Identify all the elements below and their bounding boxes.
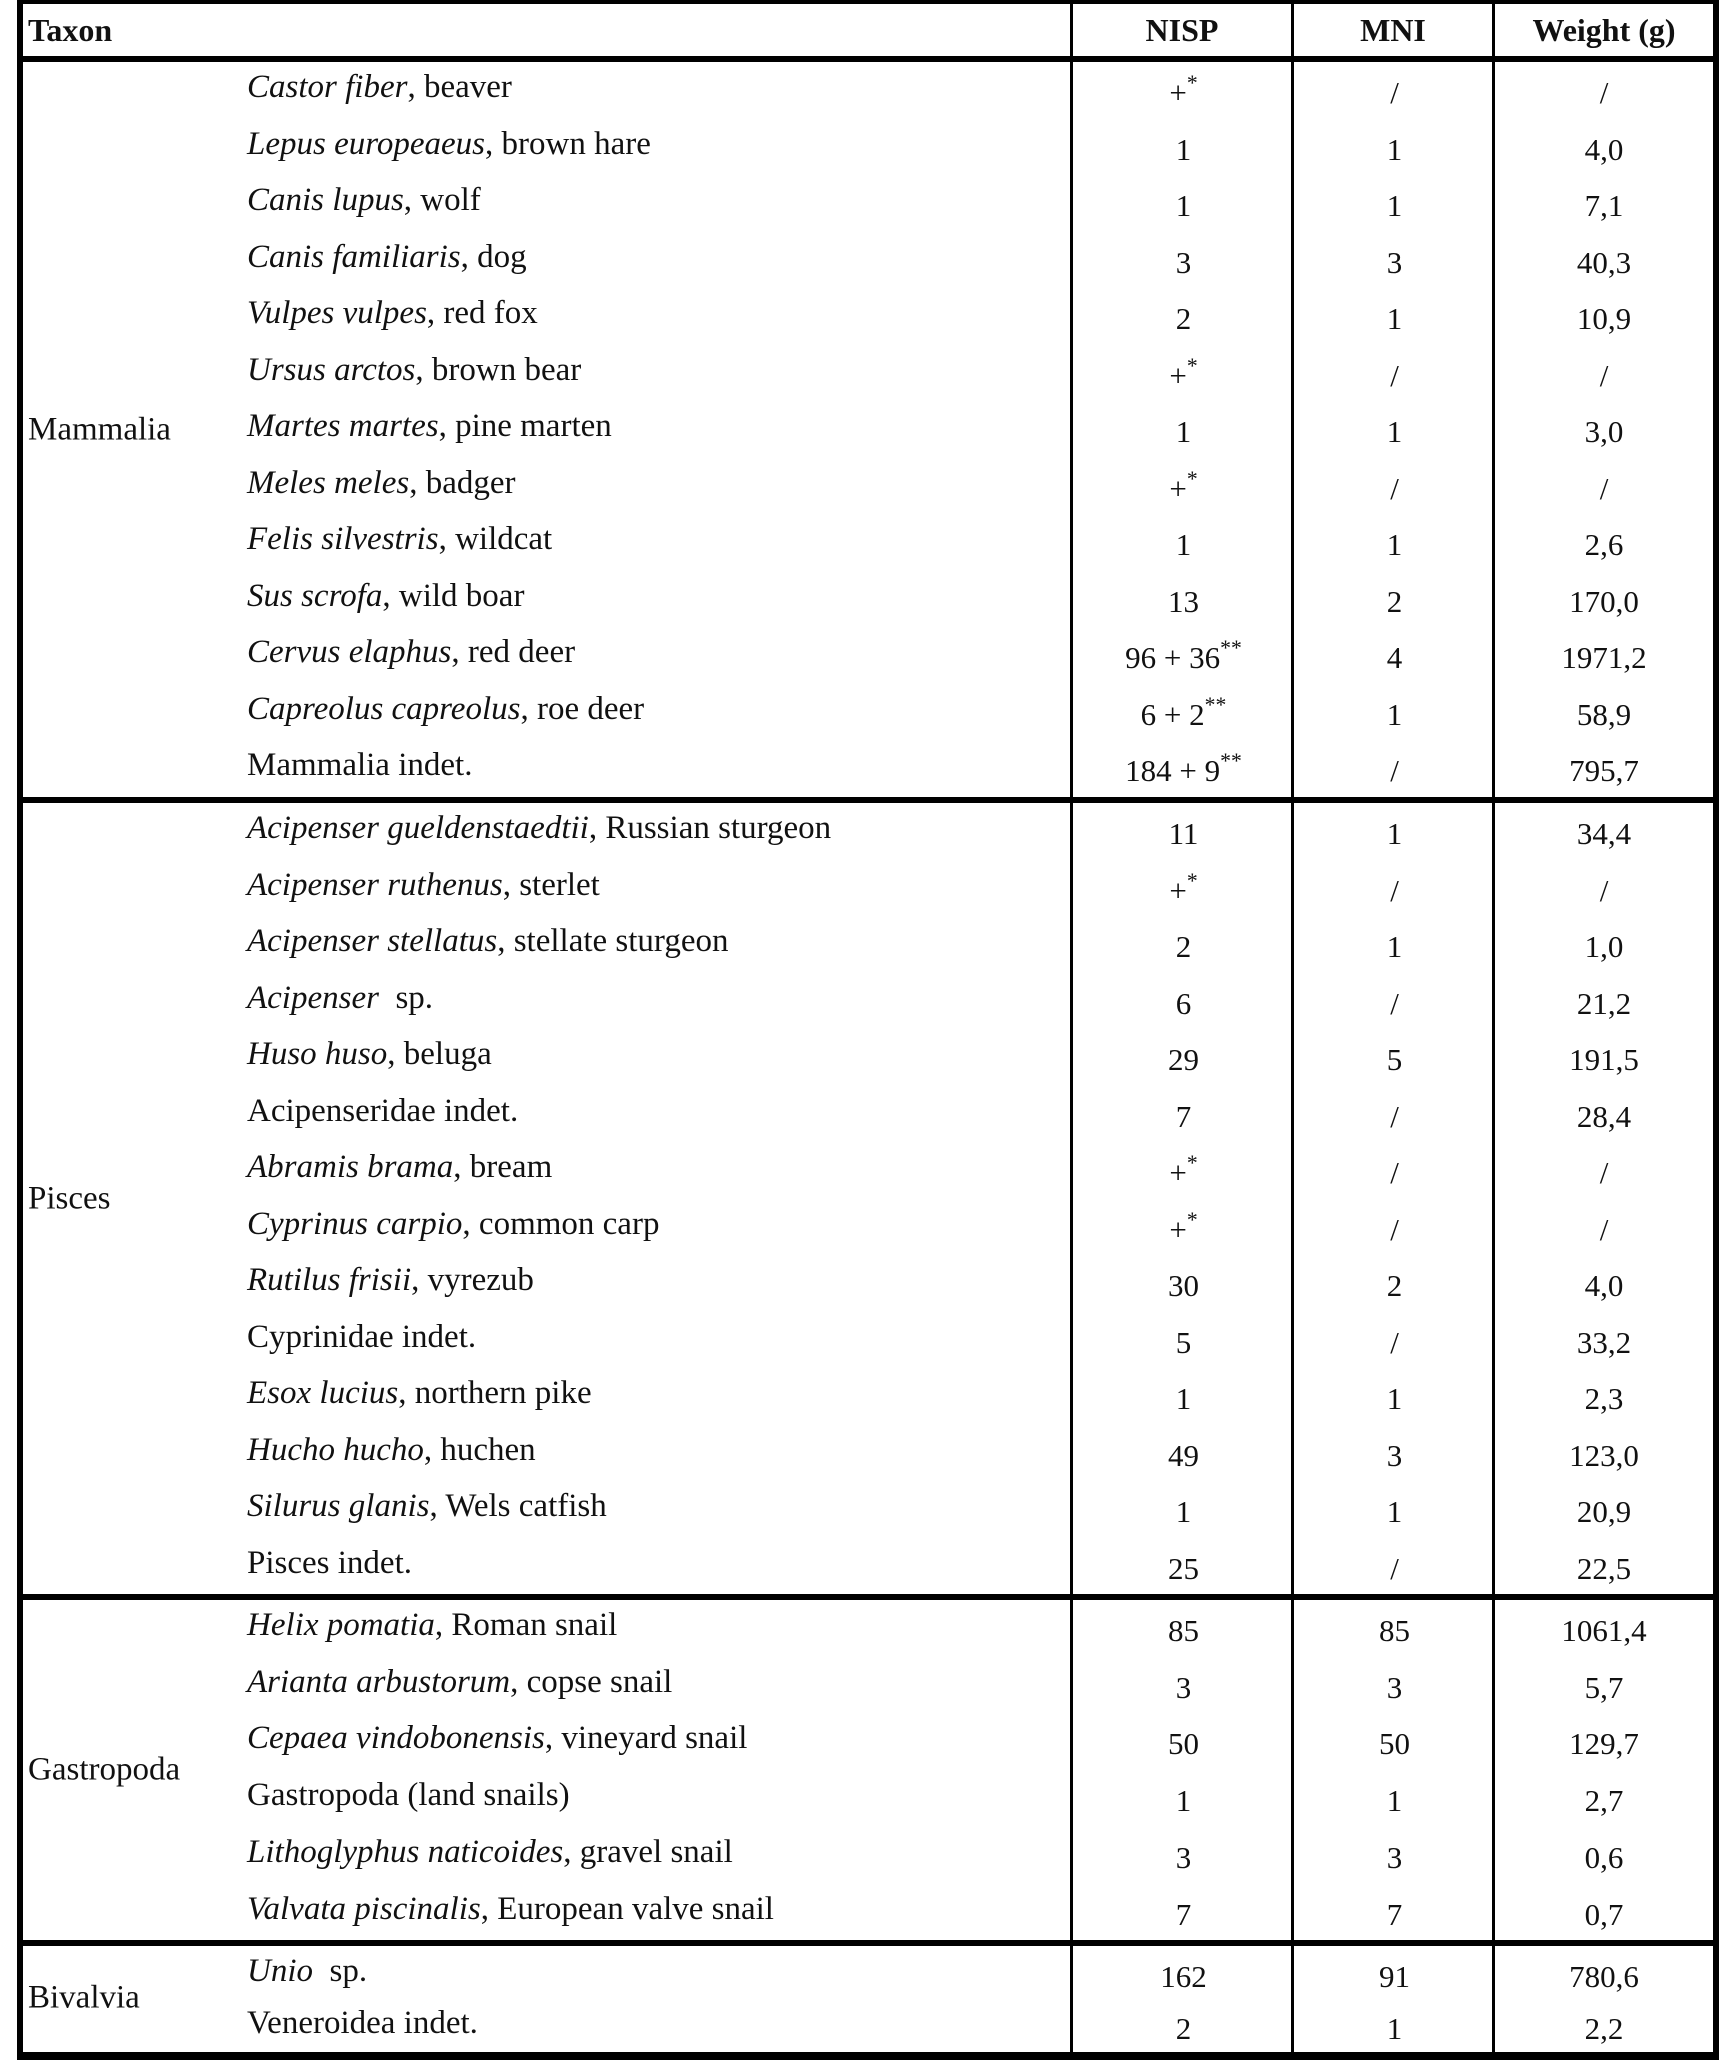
nisp-value: 1 xyxy=(1175,188,1192,223)
nisp-value: 7 xyxy=(1175,1896,1192,1932)
taxon-name xyxy=(247,740,472,797)
nisp-cell xyxy=(1073,1657,1294,1714)
nisp-footnote-mark: ** xyxy=(1220,635,1242,660)
common-name: , wild boar xyxy=(382,577,525,614)
nisp-cell xyxy=(1073,1998,1294,2055)
weight-cell: 28,4 xyxy=(1576,1098,1632,1134)
nisp-value: 2 xyxy=(1175,301,1192,336)
mni-cell: / xyxy=(1390,1155,1399,1190)
weight-cell: 10,9 xyxy=(1576,301,1632,336)
nisp-cell xyxy=(1073,684,1294,741)
nisp-cell xyxy=(1073,1884,1294,1941)
taxon-name xyxy=(247,1142,552,1199)
table-row xyxy=(23,803,1713,860)
nisp-value: 5 xyxy=(1175,1324,1192,1360)
taxon-name xyxy=(247,514,552,571)
taxon-name xyxy=(247,401,612,458)
common-name: , huchen xyxy=(423,1431,536,1468)
nisp-cell xyxy=(1073,458,1294,515)
table-row xyxy=(23,288,1713,345)
nisp-cell xyxy=(1073,860,1294,917)
taxon-name xyxy=(247,175,481,232)
nisp-cell xyxy=(1073,1481,1294,1538)
nisp-cell xyxy=(1073,1368,1294,1425)
table-row xyxy=(23,1538,1713,1595)
nisp-cell xyxy=(1073,571,1294,628)
taxon-name xyxy=(247,1425,536,1482)
mni-cell: 7 xyxy=(1386,1896,1403,1932)
common-name: Cyprinidae indet. xyxy=(247,1318,477,1355)
nisp-value: + xyxy=(1169,1211,1187,1247)
taxon-name xyxy=(247,1086,518,1143)
table-row xyxy=(23,62,1713,119)
weight-cell: 7,1 xyxy=(1584,188,1624,223)
mni-cell: 50 xyxy=(1379,1726,1410,1762)
weight-cell: 2,7 xyxy=(1584,1783,1624,1819)
section-gastropoda xyxy=(23,1600,1713,1940)
scientific-name: Sus scrofa xyxy=(247,577,383,614)
weight-cell: 1,0 xyxy=(1584,929,1624,964)
common-name: , brown hare xyxy=(485,125,651,162)
mni-cell: 1 xyxy=(1386,188,1403,223)
weight-cell: 795,7 xyxy=(1569,753,1639,788)
taxon-name xyxy=(247,1312,476,1369)
nisp-value: 30 xyxy=(1168,1268,1199,1303)
scientific-name: Capreolus capreolus xyxy=(247,690,521,727)
table-row xyxy=(23,1086,1713,1143)
nisp-value: 162 xyxy=(1160,1959,1207,1994)
nisp-cell xyxy=(1073,916,1294,973)
mni-cell: 1 xyxy=(1386,527,1403,562)
common-name: , European valve snail xyxy=(480,1890,774,1927)
table-row xyxy=(23,1946,1713,2003)
nisp-value: 7 xyxy=(1175,1098,1192,1134)
mni-cell: 85 xyxy=(1379,1613,1410,1648)
common-name: , pine marten xyxy=(438,408,612,444)
taxon-name xyxy=(247,232,527,289)
common-name: , Russian sturgeon xyxy=(588,810,832,846)
nisp-value: 29 xyxy=(1168,1042,1199,1077)
common-name: sp. xyxy=(378,979,434,1016)
common-name: , brown bear xyxy=(415,351,582,388)
scientific-name: Canis lupus xyxy=(247,182,404,218)
common-name: , dog xyxy=(460,238,527,275)
taxon-name xyxy=(247,803,831,860)
taxon-name xyxy=(247,345,581,402)
group-label: Gastropoda xyxy=(28,1751,181,1788)
common-name: , bream xyxy=(453,1149,553,1185)
mni-cell: / xyxy=(1390,985,1399,1021)
nisp-value: 2 xyxy=(1175,2011,1192,2046)
table-row xyxy=(23,1029,1713,1086)
scientific-name: Cervus elaphus xyxy=(247,634,452,670)
table-row xyxy=(23,1827,1713,1884)
taxon-name xyxy=(247,458,515,515)
weight-cell: 58,9 xyxy=(1576,696,1632,732)
common-name: , Roman snail xyxy=(434,1607,618,1643)
scientific-name: Hucho hucho xyxy=(247,1431,424,1468)
nisp-value: + xyxy=(1169,357,1187,393)
nisp-value: 3 xyxy=(1175,1839,1192,1875)
table-row xyxy=(23,1142,1713,1199)
scientific-name: Unio xyxy=(247,1953,313,1989)
nisp-cell xyxy=(1073,973,1294,1030)
common-name: , roe deer xyxy=(520,690,645,727)
nisp-cell xyxy=(1073,1538,1294,1595)
table-row xyxy=(23,514,1713,571)
common-name: Acipenseridae indet. xyxy=(247,1092,519,1129)
taxon-name xyxy=(247,916,728,973)
mni-cell: 3 xyxy=(1386,244,1403,280)
group-label: Bivalvia xyxy=(28,1979,140,2016)
taxon-name xyxy=(247,1770,570,1827)
nisp-value: 1 xyxy=(1175,414,1192,449)
weight-cell: 20,9 xyxy=(1576,1494,1632,1529)
taxon-name xyxy=(247,1884,774,1941)
nisp-value: 96 + 36 xyxy=(1125,640,1221,675)
scientific-name: Esox lucius xyxy=(247,1375,399,1411)
nisp-value: 6 xyxy=(1175,985,1192,1021)
nisp-value: 1 xyxy=(1175,1494,1192,1529)
nisp-footnote-mark: * xyxy=(1186,1207,1198,1232)
common-name: Mammalia indet. xyxy=(247,747,473,783)
nisp-cell xyxy=(1073,288,1294,345)
nisp-cell xyxy=(1073,1600,1294,1657)
nisp-cell xyxy=(1073,1770,1294,1827)
scientific-name: Felis silvestris xyxy=(247,521,439,557)
weight-cell: 22,5 xyxy=(1576,1550,1632,1586)
nisp-value: 50 xyxy=(1168,1726,1199,1762)
weight-cell: 170,0 xyxy=(1569,583,1639,619)
weight-cell: 3,0 xyxy=(1584,414,1624,449)
header-weight: Weight (g) xyxy=(1532,11,1676,48)
taxa-table xyxy=(17,0,1719,2060)
table-row xyxy=(23,627,1713,684)
mni-cell: 2 xyxy=(1386,1268,1403,1303)
scientific-name: Lithoglyphus naticoides xyxy=(247,1833,564,1870)
weight-cell: 5,7 xyxy=(1584,1669,1624,1705)
weight-cell: / xyxy=(1599,357,1609,393)
table-row xyxy=(23,401,1713,458)
nisp-value: 1 xyxy=(1175,1381,1192,1416)
table-row xyxy=(23,458,1713,515)
table-row xyxy=(23,916,1713,973)
nisp-cell xyxy=(1073,1086,1294,1143)
table-row xyxy=(23,740,1713,797)
scientific-name: Canis familiaris xyxy=(247,238,461,275)
mni-cell: 1 xyxy=(1386,929,1403,964)
weight-cell: 1971,2 xyxy=(1561,640,1647,675)
mni-cell: / xyxy=(1390,357,1399,393)
mni-cell: / xyxy=(1390,753,1399,788)
mni-cell: / xyxy=(1390,872,1399,908)
taxon-name xyxy=(247,1199,659,1256)
nisp-value: 6 + 2 xyxy=(1140,696,1205,732)
nisp-value: 85 xyxy=(1168,1613,1199,1648)
mni-cell: 1 xyxy=(1386,1783,1403,1819)
nisp-footnote-mark: ** xyxy=(1220,748,1242,773)
mni-cell: 1 xyxy=(1386,301,1403,336)
taxon-name xyxy=(247,1946,367,2003)
weight-cell: 4,0 xyxy=(1584,1268,1624,1303)
nisp-cell xyxy=(1073,1946,1294,2003)
common-name: , red fox xyxy=(426,295,538,331)
nisp-footnote-mark: ** xyxy=(1204,692,1227,717)
nisp-footnote-mark: * xyxy=(1186,466,1198,491)
taxon-name xyxy=(247,62,512,119)
nisp-value: 1 xyxy=(1175,527,1192,562)
taxon-name xyxy=(247,684,644,741)
scientific-name: Silurus glanis xyxy=(247,1488,430,1524)
common-name: , northern pike xyxy=(398,1375,592,1411)
taxon-name xyxy=(247,973,433,1030)
mni-cell: 1 xyxy=(1386,696,1403,732)
nisp-footnote-mark: * xyxy=(1186,1150,1198,1175)
table-row xyxy=(23,1481,1713,1538)
nisp-cell xyxy=(1073,401,1294,458)
taxon-name xyxy=(247,1600,617,1657)
nisp-value: + xyxy=(1169,1155,1187,1190)
common-name: , vyrezub xyxy=(411,1262,534,1298)
common-name: , vineyard snail xyxy=(544,1720,748,1757)
scientific-name: Helix pomatia xyxy=(247,1607,435,1643)
nisp-value: 3 xyxy=(1175,244,1192,280)
weight-cell: 123,0 xyxy=(1569,1437,1639,1473)
table-row xyxy=(23,684,1713,741)
nisp-cell xyxy=(1073,1199,1294,1256)
mni-cell: 2 xyxy=(1386,583,1403,619)
mni-cell: 1 xyxy=(1386,131,1403,167)
taxon-name xyxy=(247,1481,607,1538)
weight-cell: 1061,4 xyxy=(1561,1613,1647,1648)
weight-cell: / xyxy=(1599,872,1609,908)
table-row xyxy=(23,973,1713,1030)
nisp-cell xyxy=(1073,740,1294,797)
mni-cell: 91 xyxy=(1379,1959,1410,1994)
mni-cell: / xyxy=(1390,1550,1399,1586)
nisp-cell xyxy=(1073,232,1294,289)
table-row xyxy=(23,1199,1713,1256)
nisp-cell xyxy=(1073,1255,1294,1312)
weight-cell: 129,7 xyxy=(1569,1726,1639,1762)
mni-cell: 1 xyxy=(1386,2011,1403,2046)
common-name: sp. xyxy=(313,1953,368,1989)
mni-cell: 5 xyxy=(1386,1042,1403,1077)
nisp-value: 3 xyxy=(1175,1669,1192,1705)
scientific-name: Martes martes xyxy=(247,408,439,444)
common-name: , common carp xyxy=(462,1205,660,1242)
mni-cell: 3 xyxy=(1386,1437,1403,1473)
taxon-name xyxy=(247,1657,672,1714)
mni-cell: 1 xyxy=(1386,816,1403,851)
common-name: , sterlet xyxy=(502,866,600,903)
nisp-footnote-mark: * xyxy=(1186,70,1198,95)
common-name: , wolf xyxy=(403,182,481,218)
taxon-name xyxy=(247,571,524,628)
taxon-name xyxy=(247,119,651,176)
taxon-name xyxy=(247,1713,747,1770)
header-nisp: NISP xyxy=(1145,11,1219,48)
scientific-name: Meles meles xyxy=(247,464,410,501)
mni-cell: 1 xyxy=(1386,1381,1403,1416)
table-row xyxy=(23,1657,1713,1714)
section-bivalvia xyxy=(23,1946,1713,2050)
header-mni: MNI xyxy=(1360,11,1426,48)
group-label: Pisces xyxy=(28,1180,111,1216)
common-name: , Wels catfish xyxy=(429,1488,607,1524)
scientific-name: Abramis brama xyxy=(247,1149,454,1185)
nisp-value: + xyxy=(1169,872,1187,908)
scientific-name: Cyprinus carpio xyxy=(247,1205,463,1242)
mni-cell: 1 xyxy=(1386,1494,1403,1529)
taxon-name xyxy=(247,627,575,684)
common-name: , gravel snail xyxy=(563,1833,733,1870)
weight-cell: 4,0 xyxy=(1584,131,1624,167)
table-row xyxy=(23,860,1713,917)
nisp-value: 1 xyxy=(1175,131,1192,167)
weight-cell: 0,6 xyxy=(1584,1839,1624,1875)
table-row xyxy=(23,1770,1713,1827)
mni-cell: / xyxy=(1390,75,1399,110)
mni-cell: 1 xyxy=(1386,414,1403,449)
taxon-name xyxy=(247,860,600,917)
nisp-value: + xyxy=(1169,75,1187,110)
nisp-value: + xyxy=(1169,470,1187,506)
table-row xyxy=(23,119,1713,176)
nisp-cell xyxy=(1073,514,1294,571)
scientific-name: Acipenser xyxy=(247,979,379,1016)
nisp-cell xyxy=(1073,62,1294,119)
common-name: , badger xyxy=(409,464,516,501)
scientific-name: Valvata piscinalis xyxy=(247,1890,481,1927)
taxon-name xyxy=(247,1368,592,1425)
weight-cell: 191,5 xyxy=(1569,1042,1639,1077)
taxon-name xyxy=(247,1029,492,1086)
scientific-name: Huso huso xyxy=(247,1036,388,1072)
common-name: Pisces indet. xyxy=(247,1544,412,1581)
mni-cell: 4 xyxy=(1386,640,1403,675)
common-name: , beaver xyxy=(407,69,512,105)
nisp-footnote-mark: * xyxy=(1186,353,1198,378)
weight-cell: 33,2 xyxy=(1576,1324,1632,1360)
weight-cell: 780,6 xyxy=(1569,1959,1639,1994)
nisp-cell xyxy=(1073,1713,1294,1770)
mni-cell: / xyxy=(1390,1098,1399,1134)
nisp-cell xyxy=(1073,627,1294,684)
nisp-cell xyxy=(1073,345,1294,402)
weight-cell: 0,7 xyxy=(1584,1896,1624,1932)
scientific-name: Castor fiber xyxy=(247,69,408,105)
scientific-name: Rutilus frisii xyxy=(247,1262,412,1298)
mni-cell: / xyxy=(1390,470,1399,506)
common-name: Veneroidea indet. xyxy=(247,2005,478,2041)
nisp-value: 11 xyxy=(1168,816,1199,851)
scientific-name: Acipenser ruthenus xyxy=(247,866,503,903)
scientific-name: Lepus europeaeus xyxy=(247,125,485,162)
mni-cell: / xyxy=(1390,1324,1399,1360)
scientific-name: Vulpes vulpes xyxy=(247,295,427,331)
common-name: , beluga xyxy=(387,1036,492,1072)
table-row xyxy=(23,1368,1713,1425)
scientific-name: Arianta arbustorum xyxy=(247,1663,511,1700)
nisp-cell xyxy=(1073,803,1294,860)
header-taxon: Taxon xyxy=(28,11,113,48)
mni-cell: / xyxy=(1390,1211,1399,1247)
section-mammalia xyxy=(23,62,1713,797)
taxon-name xyxy=(247,1538,412,1595)
table-row xyxy=(23,345,1713,402)
nisp-cell xyxy=(1073,1029,1294,1086)
nisp-value: 13 xyxy=(1168,583,1199,619)
table-row xyxy=(23,1713,1713,1770)
table-row xyxy=(23,1600,1713,1657)
common-name: , red deer xyxy=(451,634,576,670)
table-row xyxy=(23,232,1713,289)
table-row xyxy=(23,1884,1713,1941)
taxon-name xyxy=(247,1998,478,2055)
common-name: , wildcat xyxy=(438,521,553,557)
nisp-cell xyxy=(1073,1425,1294,1482)
table-row xyxy=(23,1312,1713,1369)
table-row xyxy=(23,1255,1713,1312)
group-label: Mammalia xyxy=(28,411,171,447)
weight-cell: / xyxy=(1599,75,1609,110)
table-row xyxy=(23,1998,1713,2055)
taxon-name xyxy=(247,1255,534,1312)
scientific-name: Ursus arctos xyxy=(247,351,416,388)
common-name: , copse snail xyxy=(510,1663,673,1700)
weight-cell: 2,6 xyxy=(1584,527,1624,562)
nisp-cell xyxy=(1073,1312,1294,1369)
weight-cell: / xyxy=(1599,1211,1609,1247)
common-name: , stellate sturgeon xyxy=(497,923,729,959)
nisp-value: 184 + 9 xyxy=(1125,753,1221,788)
nisp-footnote-mark: * xyxy=(1186,868,1198,893)
taxon-name xyxy=(247,288,538,345)
table-row xyxy=(23,571,1713,628)
nisp-value: 1 xyxy=(1175,1783,1192,1819)
nisp-value: 25 xyxy=(1168,1550,1199,1586)
weight-cell: 21,2 xyxy=(1576,985,1632,1021)
weight-cell: / xyxy=(1599,470,1609,506)
table-row xyxy=(23,1425,1713,1482)
scientific-name: Acipenser stellatus xyxy=(247,923,498,959)
taxon-name xyxy=(247,1827,733,1884)
common-name: Gastropoda (land snails) xyxy=(247,1777,570,1814)
section-pisces xyxy=(23,803,1713,1594)
nisp-value: 2 xyxy=(1175,929,1192,964)
weight-cell: 2,3 xyxy=(1584,1381,1624,1416)
scientific-name: Cepaea vindobonensis xyxy=(247,1720,545,1757)
nisp-cell xyxy=(1073,119,1294,176)
nisp-cell xyxy=(1073,175,1294,232)
mni-cell: 3 xyxy=(1386,1669,1403,1705)
table-row xyxy=(23,175,1713,232)
mni-cell: 3 xyxy=(1386,1839,1403,1875)
weight-cell: 34,4 xyxy=(1576,816,1632,851)
weight-cell: / xyxy=(1599,1155,1609,1190)
nisp-cell xyxy=(1073,1827,1294,1884)
nisp-cell xyxy=(1073,1142,1294,1199)
weight-cell: 40,3 xyxy=(1576,244,1632,280)
nisp-value: 49 xyxy=(1168,1437,1199,1473)
weight-cell: 2,2 xyxy=(1584,2011,1624,2046)
scientific-name: Acipenser gueldenstaedtii xyxy=(247,810,589,846)
